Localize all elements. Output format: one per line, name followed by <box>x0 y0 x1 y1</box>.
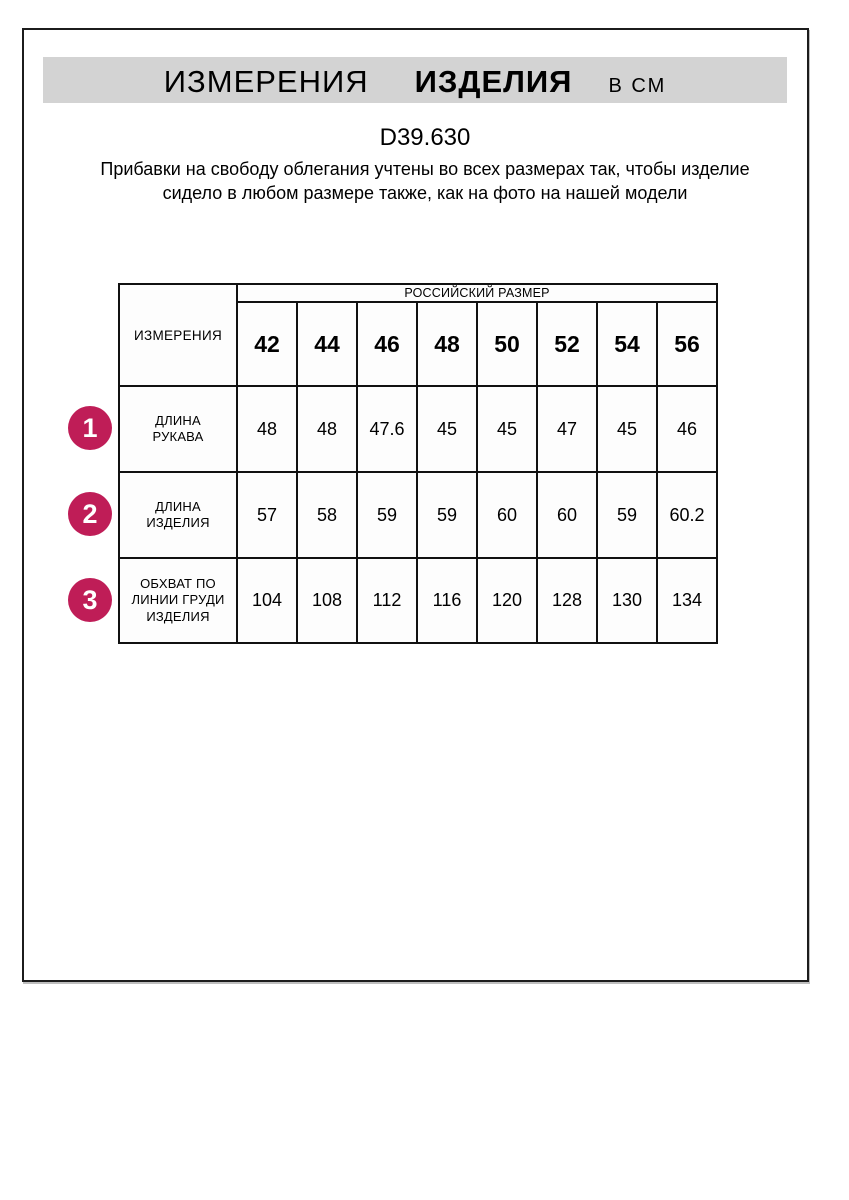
row-number-badge-3: 3 <box>68 578 112 622</box>
table-row-garment-length <box>119 472 717 558</box>
row-number-badge-2: 2 <box>68 492 112 536</box>
row-label: ОБХВАТ ПО ЛИНИИ ГРУДИ ИЗДЕЛИЯ <box>119 558 237 643</box>
table-row <box>119 284 717 302</box>
measurement-value: 59 <box>597 472 657 558</box>
page-title-product: ИЗДЕЛИЯ <box>414 64 573 99</box>
size-header: 52 <box>537 302 597 386</box>
row-label: ДЛИНА РУКАВА <box>119 386 237 472</box>
table-row-chest-girth <box>119 558 717 643</box>
measurement-value: 60 <box>537 472 597 558</box>
measurement-value: 45 <box>417 386 477 472</box>
page-title-measurements: ИЗМЕРЕНИЯ <box>163 64 369 99</box>
measurement-value: 48 <box>237 386 297 472</box>
measurement-value: 120 <box>477 558 537 643</box>
measurement-value: 112 <box>357 558 417 643</box>
intro-block <box>95 124 755 206</box>
measurement-value: 47 <box>537 386 597 472</box>
measurement-value: 57 <box>237 472 297 558</box>
product-code: D39.630 <box>379 124 471 151</box>
measurement-value: 130 <box>597 558 657 643</box>
measurement-value: 48 <box>297 386 357 472</box>
measurement-value: 58 <box>297 472 357 558</box>
measurement-value: 45 <box>477 386 537 472</box>
measurement-value: 45 <box>597 386 657 472</box>
measurement-value: 59 <box>417 472 477 558</box>
measurement-value: 60 <box>477 472 537 558</box>
size-header: 56 <box>657 302 717 386</box>
size-header: 46 <box>357 302 417 386</box>
russian-size-group-header: РОССИЙСКИЙ РАЗМЕР <box>237 284 717 302</box>
measurement-value: 108 <box>297 558 357 643</box>
page-title-units: В СМ <box>608 75 667 97</box>
fit-description: Прибавки на свободу облегания учтены во всех размерах так, чтобы изделие сидело в любом размере также, как на фото на нашей модели <box>100 159 750 203</box>
title-bar <box>43 57 787 103</box>
size-header: 42 <box>237 302 297 386</box>
row-number-badge-1: 1 <box>68 406 112 450</box>
row-label: ДЛИНА ИЗДЕЛИЯ <box>119 472 237 558</box>
measurements-column-header: ИЗМЕРЕНИЯ <box>119 284 237 386</box>
measurement-value: 128 <box>537 558 597 643</box>
size-header: 44 <box>297 302 357 386</box>
measurement-value: 60.2 <box>657 472 717 558</box>
measurement-value: 104 <box>237 558 297 643</box>
measurement-value: 134 <box>657 558 717 643</box>
size-header: 48 <box>417 302 477 386</box>
measurement-value: 46 <box>657 386 717 472</box>
size-header: 54 <box>597 302 657 386</box>
size-header: 50 <box>477 302 537 386</box>
measurement-value: 59 <box>357 472 417 558</box>
measurement-value: 47.6 <box>357 386 417 472</box>
table-row-sleeve-length <box>119 386 717 472</box>
size-table <box>118 283 718 644</box>
measurement-value: 116 <box>417 558 477 643</box>
